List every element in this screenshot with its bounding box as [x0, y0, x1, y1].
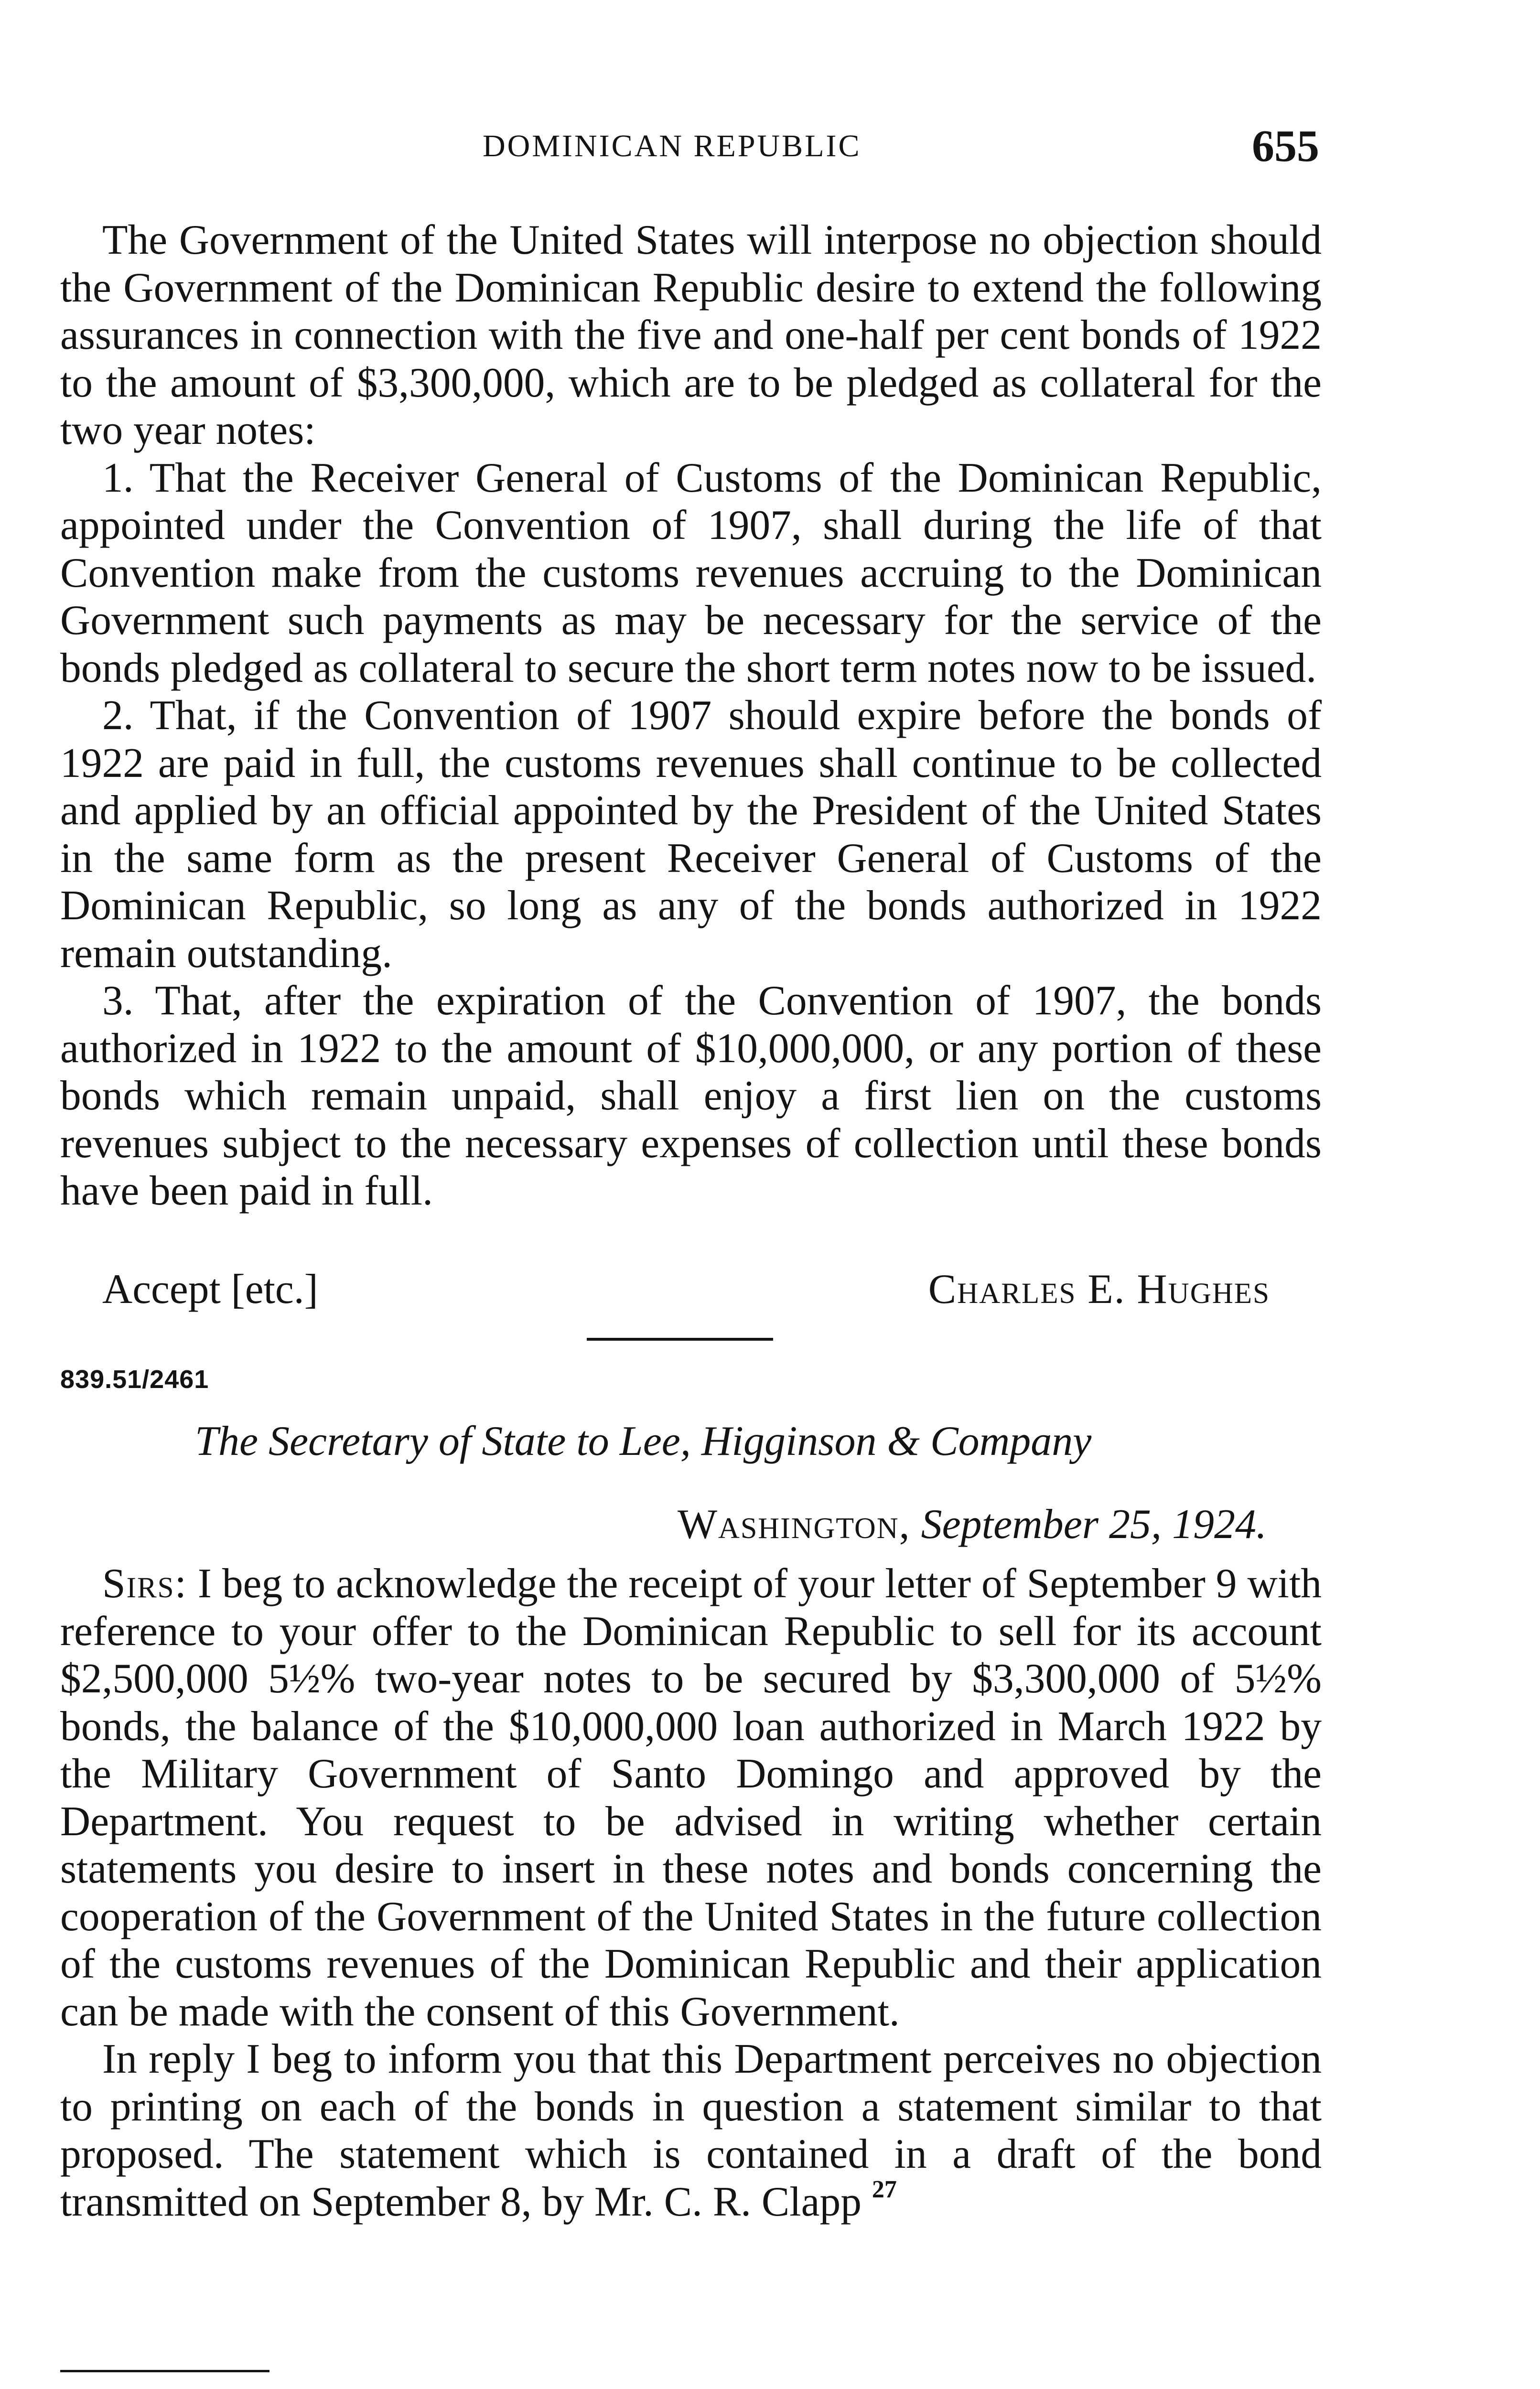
assurance-item-2: 2. That, if the Convention of 1907 should expire before the bonds of 1922 are paid in full, the customs revenues shall continue to be collected and applied by an official appointed by the President of the United States in the same form as the present Receiver General of Customs of the Dominican Republic, so long as any of the bonds authorized in 1922 remain outstanding. [60, 692, 1322, 976]
closing-text: Accept [etc.] [102, 1266, 318, 1312]
dateline-place: Washington, [677, 1501, 911, 1548]
assurance-item-3: 3. That, after the expiration of the Convention of 1907, the bonds authorized in 1922 to the amount of $10,000,000, or any portion of these bonds which remain unpaid, shall enjoy a first lien on the customs revenues subject to the necessary expenses of collection until these bonds have been paid in full. [60, 977, 1322, 1214]
running-title: DOMINICAN REPUBLIC [483, 129, 862, 163]
footnote-divider [60, 2370, 269, 2372]
paragraph-1-text: I beg to acknowledge the receipt of your letter of September 9 with reference to your offer to the Dominican Republic to sell for its account $2,500,000 5½% two-year notes to be secured by $3,300,000 of 5½% bonds, the balance of the $10,000,000 loan authorized in March 1922 by the Military Government of Santo Domingo and approved by the Department. You request to be advised in writing whether certain statements you desire to insert in these notes and bonds concerning the cooperation of the Government of the United States in the future collection of the customs revenues of the Dominican Republic and their application can be made with the consent of this Government. [60, 1560, 1322, 2034]
file-number: 839.51/2461 [60, 1365, 209, 1394]
section-divider [587, 1338, 773, 1341]
assurance-item-1: 1. That the Receiver General of Customs of the Dominican Republic, appointed under the Convention of 1907, shall during the life of that Convention make from the customs revenues accruing to the Dominican Government such payments as may be necessary for the service of the bonds pledged as collateral to secure the short term notes now to be issued. [60, 454, 1322, 691]
page-number: 655 [1252, 121, 1319, 171]
letter-paragraph-2 [60, 2035, 1322, 2231]
signature: Charles E. Hughes [928, 1266, 1270, 1312]
paragraph-2-text: In reply I beg to inform you that this Department perceives no objection to printing on each of the bonds in question a statement similar to that proposed. The statement which is contained in a draft of the bond transmitted on September 8, by Mr. C. R. Clapp [60, 2035, 1322, 2225]
dateline-date: September 25, 1924. [921, 1501, 1267, 1548]
salutation: Sirs: [102, 1560, 187, 1606]
letter-paragraph-1 [60, 1560, 1322, 2035]
assurances-section [60, 216, 1322, 1215]
letter-body [60, 1560, 1322, 2231]
assurances-intro: The Government of the United States will interpose no objection should the Government of the Dominican Republic desire to extend the following assurances in connection with the five and one-half per cent bonds of 1922 to the amount of $3,300,000, which are to be pledged as collateral for the two year notes: [60, 216, 1322, 453]
footnote-reference: 27 [872, 2175, 897, 2203]
dateline [678, 1500, 1267, 1549]
document-heading: The Secretary of State to Lee, Higginson & Company [195, 1418, 1092, 1464]
